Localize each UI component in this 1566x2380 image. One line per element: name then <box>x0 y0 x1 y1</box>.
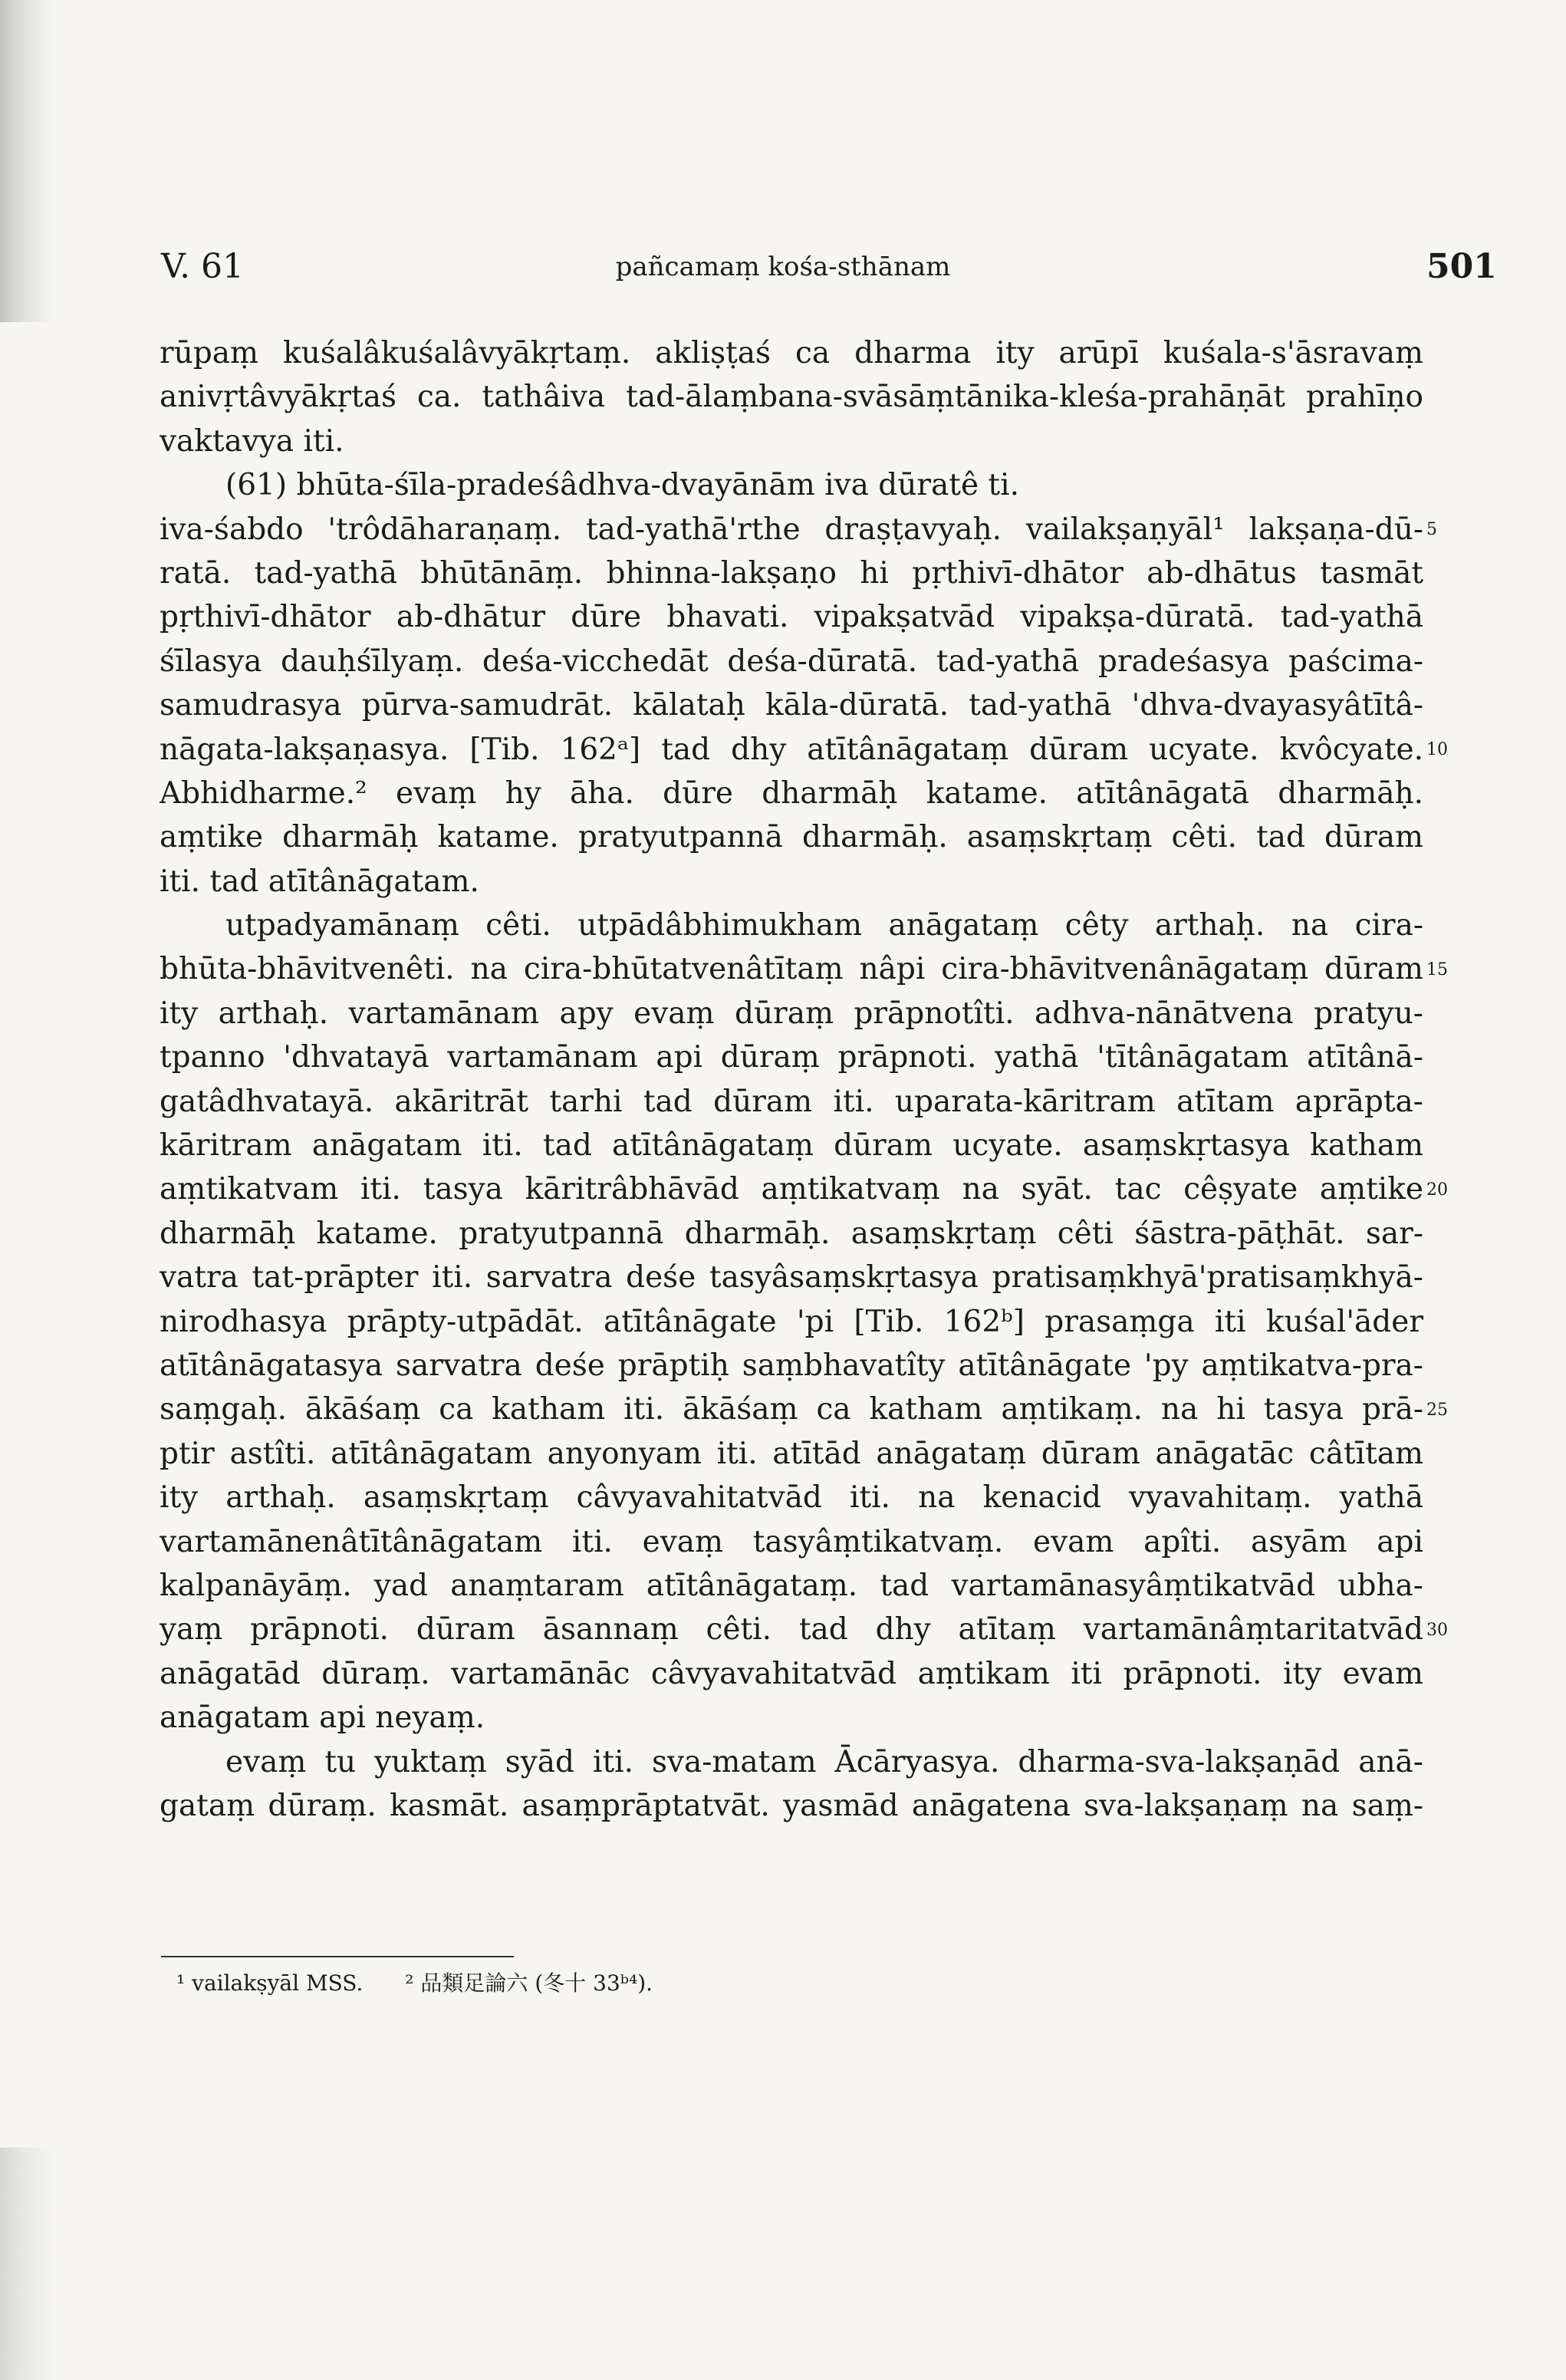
text-line: atītânāgatasya sarvatra deśe prāptiḥ saṃbhavatîty atītânāgate 'py aṃtikatva-pra- <box>160 1348 1423 1383</box>
text-line: ptir astîti. atītânāgatam anyonyam iti. atītād anāgataṃ dūram anāgatāc câtītam <box>160 1436 1423 1471</box>
running-title: pañcamaṃ kośa-sthānam <box>615 252 951 282</box>
text-line: utpadyamānaṃ cêti. utpādâbhimukham anāgataṃ cêty arthaḥ. na cira- <box>225 908 1423 943</box>
line-number: 15 <box>1426 960 1448 979</box>
text-line: ity arthaḥ. asaṃskṛtaṃ câvyavahitatvād iti. na kenacid vyavahitaṃ. yathā <box>160 1480 1423 1516</box>
text-line: yaṃ prāpnoti. dūram āsannaṃ cêti. tad dhy atītaṃ vartamānâṃtaritatvād <box>160 1612 1423 1648</box>
text-line: aṃtike dharmāḥ katame. pratyutpannā dharmāḥ. asaṃskṛtaṃ cêti. tad dūram <box>160 820 1423 855</box>
text-line: anāgatam api neyaṃ. <box>160 1700 485 1736</box>
text-line: iva-śabdo 'trôdāharaṇaṃ. tad-yathā'rthe draṣṭavyaḥ. vailakṣaṇyāl¹ lakṣaṇa-dū- <box>160 512 1423 547</box>
text-line: ity arthaḥ. vartamānam apy evaṃ dūraṃ prāpnotîti. adhva-nānātvena pratyu- <box>160 996 1423 1031</box>
text-line: anivṛtâvyākṛtaś ca. tathâiva tad-ālaṃbana-svāsāṃtānika-kleśa-prahāṇāt prahīṇo <box>160 380 1423 415</box>
text-line: vartamānenâtītânāgatam iti. evaṃ tasyâṃtikatvaṃ. evam apîti. asyām api <box>160 1524 1423 1559</box>
footnote-1: ¹ vailakṣyāl MSS. <box>176 1970 364 1996</box>
text-line: nāgata-lakṣaṇasya. [Tib. 162ᵃ] tad dhy atītânāgataṃ dūram ucyate. kvôcyate. <box>160 732 1423 767</box>
text-line: samudrasya pūrva-samudrāt. kālataḥ kāla-dūratā. tad-yathā 'dhva-dvayasyâtītâ- <box>160 688 1423 723</box>
footnote-2: ² 品類足論六 (冬十 33ᵇ⁴). <box>405 1970 653 1996</box>
text-line: kāritram anāgatam iti. tad atītânāgataṃ dūram ucyate. asaṃskṛtasya katham <box>160 1128 1423 1164</box>
text-line: kalpanāyāṃ. yad anaṃtaram atītânāgataṃ. tad vartamānasyâṃtikatvād ubha- <box>160 1568 1423 1603</box>
text-line: bhūta-bhāvitvenêti. na cira-bhūtatvenâtītaṃ nâpi cira-bhāvitvenânāgataṃ dūram <box>160 952 1423 987</box>
footnotes <box>176 1967 688 1997</box>
text-line: Abhidharme.² evaṃ hy āha. dūre dharmāḥ katame. atītânāgatā dharmāḥ. <box>160 775 1423 811</box>
text-line: aṃtikatvam iti. tasya kāritrâbhāvād aṃtikatvaṃ na syāt. tac cêṣyate aṃtike <box>160 1172 1423 1207</box>
line-number: 25 <box>1426 1400 1448 1420</box>
text-line: śīlasya dauḥśīlyaṃ. deśa-vicchedāt deśa-dūratā. tad-yathā pradeśasya paścima- <box>160 644 1423 679</box>
running-header <box>0 0 1566 322</box>
text-line: iti. tad atītânāgatam. <box>160 864 479 899</box>
text-line: ratā. tad-yathā bhūtānāṃ. bhinna-lakṣaṇo hi pṛthivī-dhātor ab-dhātus tasmāt <box>160 555 1423 591</box>
text-line: vatra tat-prāpter iti. sarvatra deśe tasyâsaṃskṛtasya pratisaṃkhyā'pratisaṃkhyā- <box>160 1260 1423 1295</box>
section-reference: V. 61 <box>161 247 245 286</box>
line-number: 5 <box>1426 519 1437 539</box>
body-text <box>160 331 1423 1828</box>
footnote-area <box>0 1941 1566 2033</box>
text-line: pṛthivī-dhātor ab-dhātur dūre bhavati. vipakṣatvād vipakṣa-dūratā. tad-yathā <box>160 600 1423 635</box>
page-number: 501 <box>1426 247 1497 286</box>
footnote-rule <box>161 1956 514 1957</box>
text-line: tpanno 'dhvatayā vartamānam api dūraṃ prāpnoti. yathā 'tītânāgatam atītânā- <box>160 1040 1423 1075</box>
line-number: 20 <box>1426 1180 1448 1200</box>
text-line: rūpaṃ kuśalâkuśalâvyākṛtaṃ. akliṣṭaś ca dharma ity arūpī kuśala-s'āsravaṃ <box>160 336 1423 370</box>
text-line: anāgatād dūraṃ. vartamānāc câvyavahitatvād aṃtikam iti prāpnoti. ity evam <box>160 1656 1423 1691</box>
text-line: nirodhasya prāpty-utpādāt. atītânāgate 'pi [Tib. 162ᵇ] prasaṃga iti kuśal'āder <box>160 1304 1423 1339</box>
scan-shadow-bottom <box>0 2148 54 2380</box>
text-line: gatâdhvatayā. akāritrāt tarhi tad dūram iti. uparata-kāritram atītam aprāpta- <box>160 1084 1423 1119</box>
text-line: evaṃ tu yuktaṃ syād iti. sva-matam Ācāryasya. dharma-sva-lakṣaṇād anā- <box>225 1744 1423 1779</box>
line-number: 10 <box>1426 739 1448 759</box>
text-line: vaktavya iti. <box>160 423 344 459</box>
text-line: dharmāḥ katame. pratyutpannā dharmāḥ. asaṃskṛtaṃ cêti śāstra-pāṭhāt. sar- <box>160 1216 1423 1251</box>
text-line: gataṃ dūraṃ. kasmāt. asaṃprāptatvāt. yasmād anāgatena sva-lakṣaṇaṃ na saṃ- <box>160 1788 1423 1823</box>
text-line: saṃgaḥ. ākāśaṃ ca katham iti. ākāśaṃ ca katham aṃtikaṃ. na hi tasya prā- <box>160 1392 1423 1427</box>
line-number: 30 <box>1426 1620 1448 1640</box>
verse-line: (61) bhūta-śīla-pradeśâdhva-dvayānām iva dūratê ti. <box>225 468 1019 503</box>
